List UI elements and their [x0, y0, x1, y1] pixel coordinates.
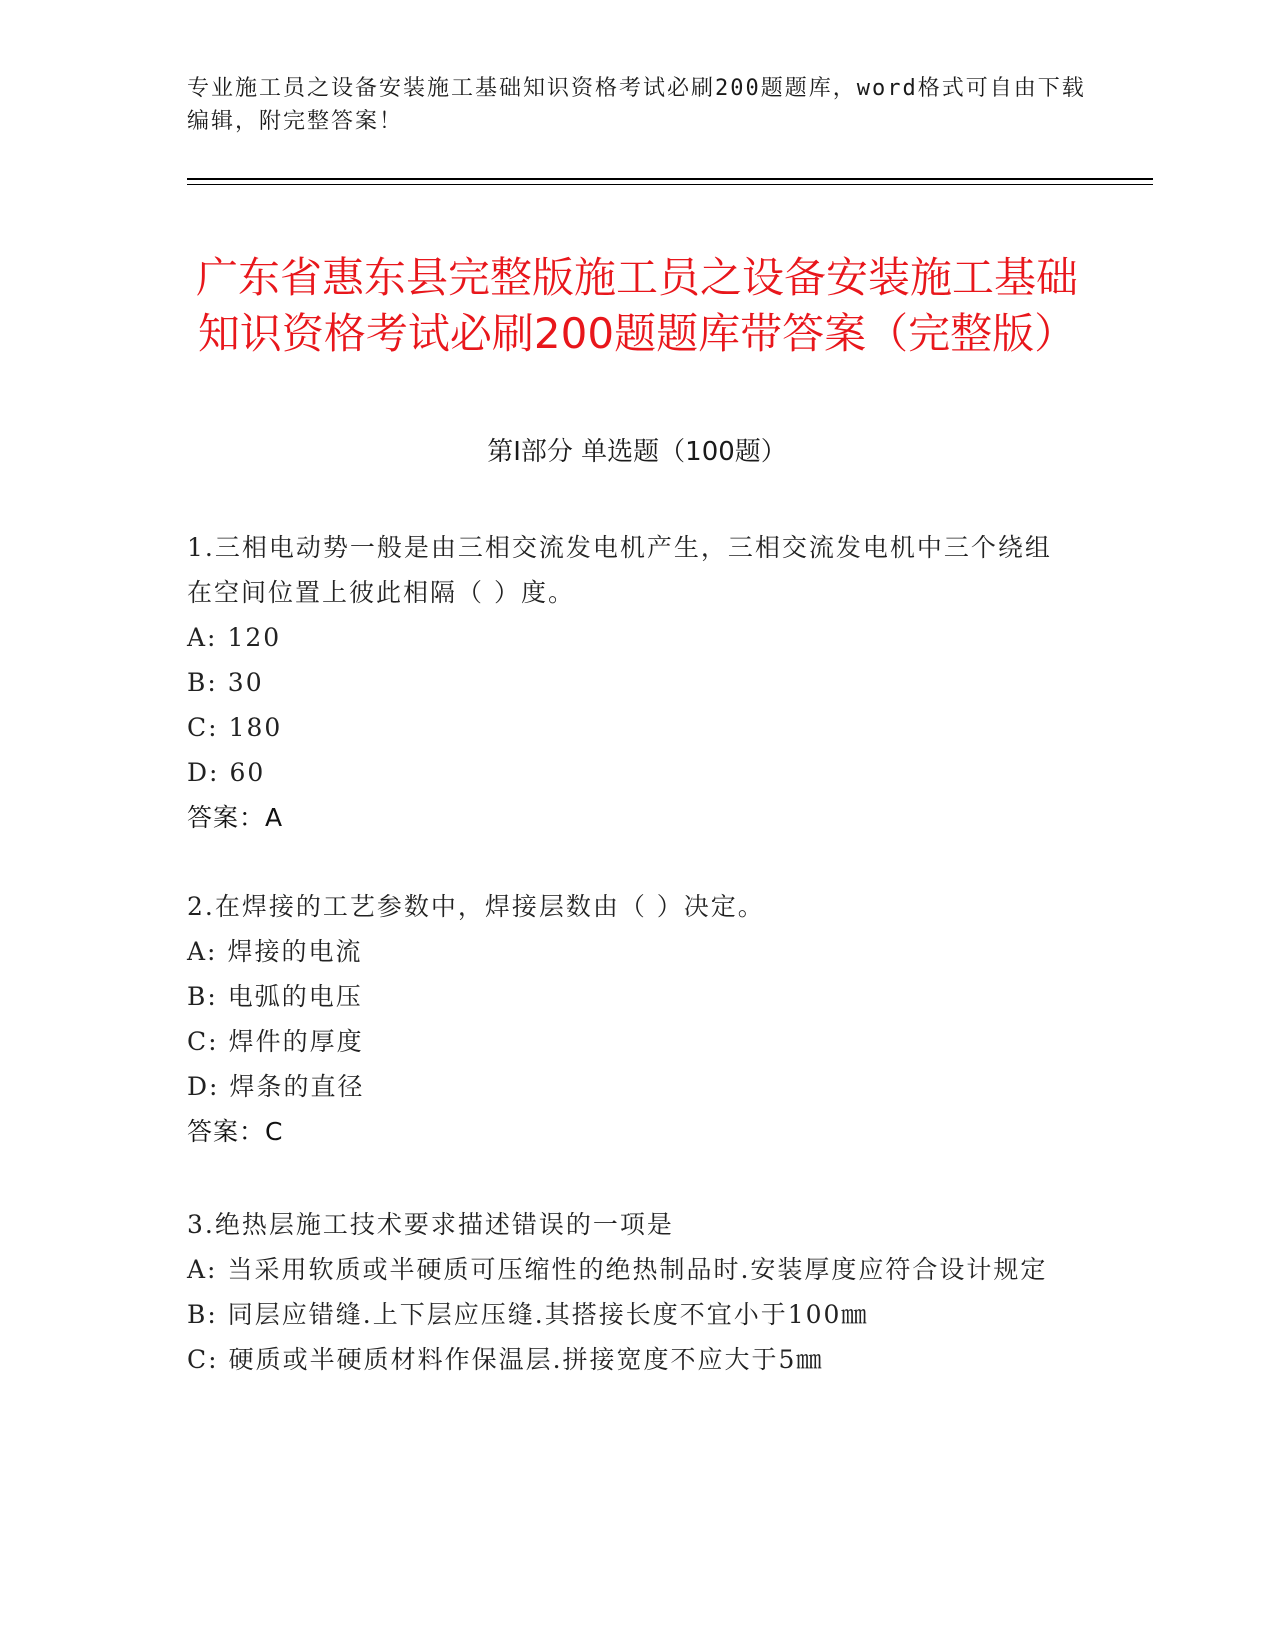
option-a: A: 焊接的电流 [187, 937, 363, 966]
option-d: D: 60 [187, 758, 266, 787]
question-text: 1.三相电动势一般是由三相交流发电机产生，三相交流发电机中三个绕组在空间位置上彼此相隔（ ）度。 [187, 533, 1052, 607]
option-b: B: 30 [187, 668, 264, 697]
option-a: A: 当采用软质或半硬质可压缩性的绝热制品时.安装厚度应符合设计规定 [187, 1255, 1048, 1284]
document-title: 广东省惠东县完整版施工员之设备安装施工基础知识资格考试必刷200题题库带答案（完整版） [195, 253, 1078, 359]
option-d: D: 焊条的直径 [187, 1072, 365, 1101]
option-c: C: 硬质或半硬质材料作保温层.拼接宽度不应大于5㎜ [187, 1345, 824, 1374]
question-2 [187, 884, 1067, 1154]
option-b: B: 电弧的电压 [187, 982, 363, 1011]
header-note: 专业施工员之设备安装施工基础知识资格考试必刷200题题库，word格式可自由下载编辑，附完整答案！ [187, 76, 1086, 134]
question-3 [187, 1202, 1067, 1382]
header-rule-thick [187, 178, 1153, 180]
answer: 答案：A [187, 803, 284, 832]
answer: 答案：C [187, 1117, 284, 1146]
option-b: B: 同层应错缝.上下层应压缝.其搭接长度不宜小于100㎜ [187, 1300, 869, 1329]
question-text: 2.在焊接的工艺参数中，焊接层数由（ ）决定。 [187, 892, 765, 921]
option-c: C: 180 [187, 713, 283, 742]
section-title: 第Ⅰ部分 单选题（100题） [487, 437, 787, 467]
option-c: C: 焊件的厚度 [187, 1027, 364, 1056]
header-rule-thin [187, 184, 1153, 185]
question-1 [187, 525, 1067, 840]
option-a: A: 120 [187, 623, 282, 652]
question-text: 3.绝热层施工技术要求描述错误的一项是 [187, 1210, 674, 1239]
